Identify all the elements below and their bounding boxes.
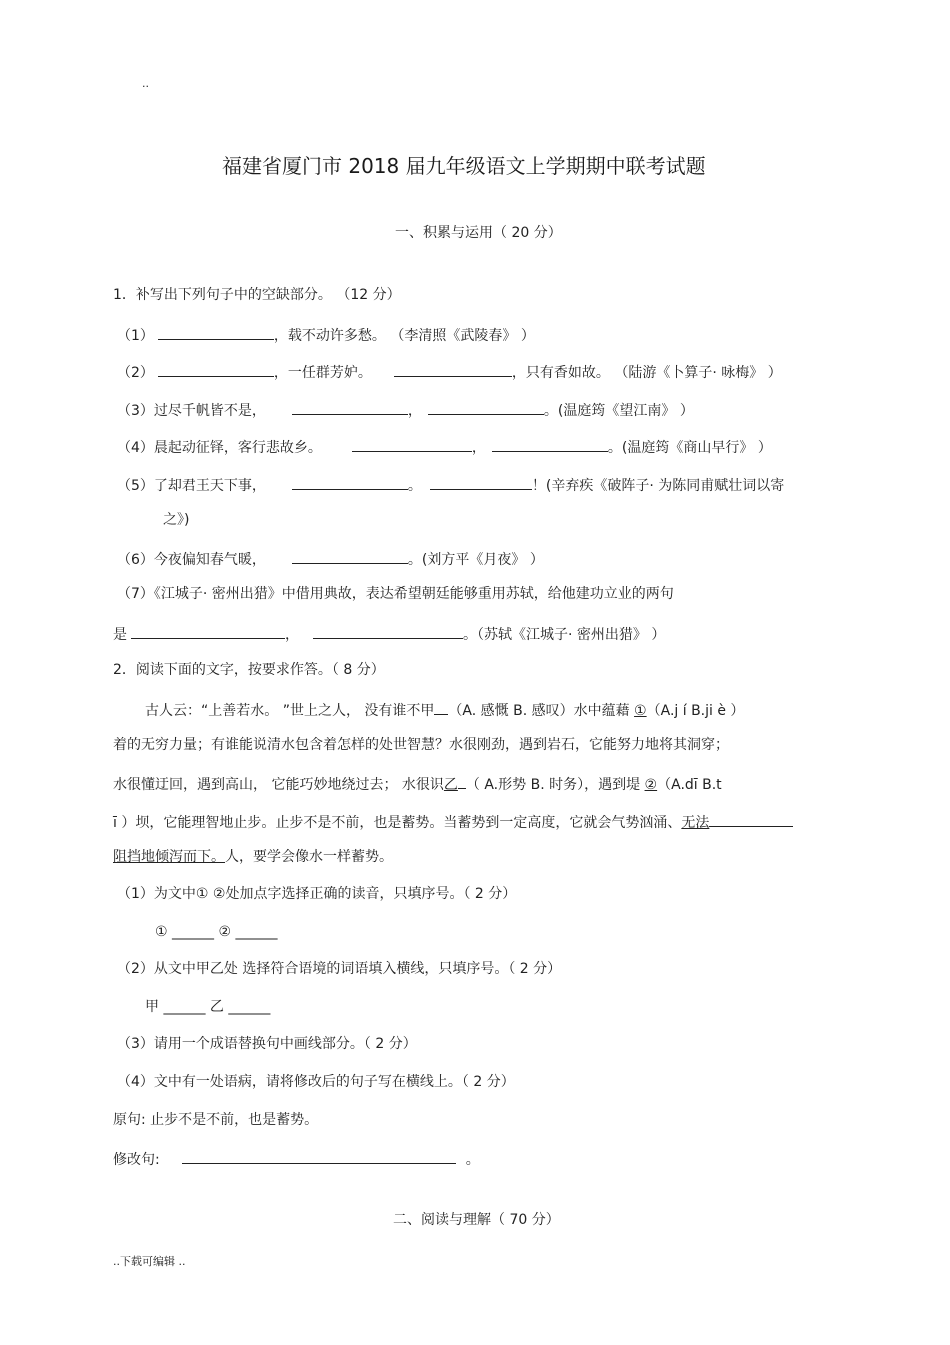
answer-blank[interactable] [158,323,274,340]
q2-stem: 2．阅读下面的文字，按要求作答。（ 8 分） [113,662,385,678]
underline-extension [709,810,793,827]
underlined-phrase: 无法 [681,815,710,831]
answer-blank[interactable] [458,772,466,789]
q1-l7-text: 是 [113,627,127,643]
q1-l2-text: ，一任群芳妒。 [273,365,372,381]
q2-passage-line-5 [113,847,393,867]
q1-l7-sep: ， [285,627,299,643]
q1-l3-text-2: 。(温庭筠《望江南》 ） [543,403,694,419]
q1-line-4 [117,435,772,458]
answer-blank[interactable] [158,360,274,377]
q1-l1-num: （1） [117,328,154,344]
answer-blank[interactable] [352,435,472,452]
answer-blank[interactable] [292,473,408,490]
q1-line-5 [117,473,784,496]
passage-text: 古人云：“上善若水。 ”世上之人， 没有谁不甲 [145,703,435,719]
original-sentence: 原句: 止步不是不前，也是蓄势。 [113,1112,319,1128]
revised-sentence [113,1147,480,1170]
section-1-heading: 一、积累与运用（ 20 分） [395,225,562,241]
q1-l2-num: （2） [117,365,154,381]
q2-sub-4: （4）文中有一处语病，请将修改后的句子写在横线上。（ 2 分） [117,1074,515,1090]
passage-text: （ A.形势 B. 时务），遇到堤 [465,777,645,793]
q1-l6-text-2: 。(刘方平《月夜》 ） [407,552,544,568]
passage-text: （A.dī B.t [657,777,722,793]
answer-blank[interactable] [428,398,544,415]
q1-line-3 [117,398,694,421]
answer-blank[interactable] [131,622,285,639]
passage-text: 水很懂迂回，遇到高山， 它能巧妙地绕过去； 水很识 [113,777,444,793]
passage-text: （A.j í B.ji è ） [646,703,745,719]
q1-l6-text: （6）今夜偏知春气暖， [117,552,266,568]
footer-note: ..下载可编辑 .. [113,1255,186,1268]
q1-l4-sep: ， [471,440,486,456]
section-2-heading: 二、阅读与理解（ 70 分） [393,1212,560,1228]
page-title: 福建省厦门市 2018 届九年级语文上学期期中联考试题 [222,154,706,178]
q1-l5-text: （5）了却君王天下事， [117,478,266,494]
q1-stem: 1．补写出下列句子中的空缺部分。 （12 分） [113,287,401,303]
q1-l3-sep: ， [407,403,422,419]
marker-yi: 乙 [443,777,458,793]
revised-end: 。 [465,1152,480,1168]
passage-text: 人，要学会像水一样蓄势。 [225,849,393,865]
passage-text: ī ）坝，它能理智地止步。止步不是不前，也是蓄势。当蓄势到一定高度，它就会气势汹涌、 [113,815,682,831]
q2-sub-1: （1）为文中① ②处加点字选择正确的读音，只填序号。（ 2 分） [117,886,517,902]
answer-blank[interactable] [394,360,512,377]
q2-sub-3: （3）请用一个成语替换句中画线部分。（ 2 分） [117,1036,417,1052]
q1-l2-text-2: ，只有香如故。 （陆游《卜算子· 咏梅》 ） [511,365,782,381]
q2-sub-2: （2）从文中甲乙处 选择符合语境的词语填入横线，只填序号。（ 2 分） [117,961,562,977]
answer-blank[interactable] [182,1147,456,1164]
answer-blank[interactable] [434,698,448,715]
marker-1: ① [634,703,647,719]
q2-passage-line-4 [113,810,793,833]
q1-l1-text: ，载不动许多愁。 （李清照《武陵春》 ） [273,328,535,344]
header-mark: .. [142,77,149,90]
answer-blank[interactable] [430,473,532,490]
answer-blank[interactable] [292,398,408,415]
q1-line-7: （7）《江城子· 密州出猎》中借用典故，表达希望朝廷能够重用苏轼，给他建功立业的两句 [117,586,674,602]
q1-line-5-cont: 之》) [163,512,190,528]
q1-line-7-cont [113,622,665,645]
underlined-phrase: 阻挡地倾泻而下。 [113,849,225,865]
marker-2: ② [644,777,658,793]
q2-passage-line-3 [113,772,722,795]
q1-l4-text-2: 。(温庭筠《商山早行》 ） [607,440,772,456]
q1-l3-text: （3）过尽千帆皆不是， [117,403,266,419]
q1-l5-sep: 。 [407,478,422,494]
q2-sub-1-answers[interactable]: ① ______ ② ______ [155,924,278,940]
q1-l7-text-2: 。（苏轼《江城子· 密州出猎》 ） [463,627,666,643]
q1-l4-text: （4）晨起动征铎，客行悲故乡。 [117,440,322,456]
passage-text: （A. 感慨 B. 感叹）水中蕴藉 [448,703,635,719]
revised-label: 修改句: [113,1152,160,1168]
answer-blank[interactable] [292,547,408,564]
q2-sub-2-answers[interactable]: 甲 ______ 乙 ______ [145,999,271,1015]
q1-l5-text-2: ！(辛弃疾《破阵子· 为陈同甫赋壮词以寄 [531,478,785,494]
q1-line-1 [117,323,535,346]
q2-passage-line-2: 着的无穷力量；有谁能说清水包含着怎样的处世智慧？水很刚劲，遇到岩石，它能努力地将其洞穿； [113,737,729,753]
answer-blank[interactable] [313,622,463,639]
answer-blank[interactable] [492,435,608,452]
q2-passage-line-1 [145,698,744,721]
q1-line-2 [117,360,782,383]
q1-line-6 [117,547,544,570]
